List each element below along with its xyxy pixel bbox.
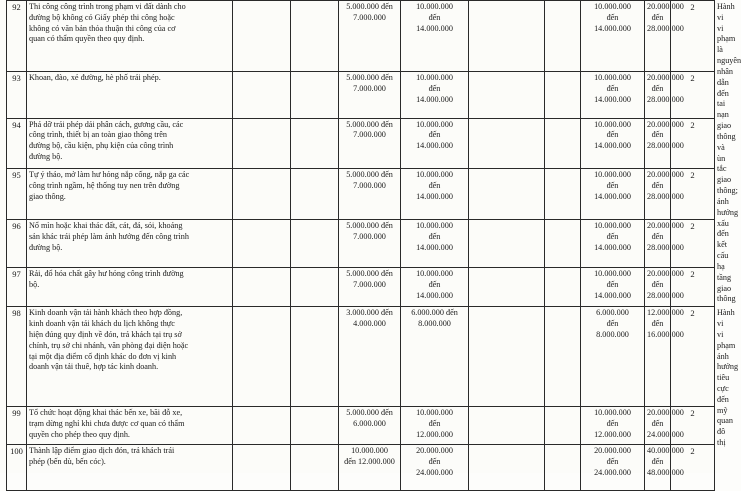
cell-line: đến [428,130,441,140]
fine-organization [401,445,469,491]
cell-line: 10.000.000 [594,269,631,279]
fine-organization-city [645,169,684,220]
cell-line: 7.000.000 [353,12,386,22]
fine-organization-city [645,307,684,407]
empty-cell [291,1,339,72]
cell-line: đến [651,83,664,93]
fine-organization [401,407,469,445]
fine-individual [339,72,401,118]
cell-line: đường bộ, cầu kiện, phụ kiện của công trình [29,141,174,151]
cell-line: tại một địa điểm cố định khác do đơn vị kinh [29,351,177,361]
fine-individual [339,307,401,407]
empty-cell [545,169,581,220]
cell-line: đến [606,231,619,241]
cell-line: 12.000.000 [594,429,631,439]
empty-cell [233,1,291,72]
cell-line: 5.000.000 đến [346,269,393,279]
table-row [7,268,715,307]
cell-line: 10.000.000 [594,119,631,129]
violation-description [27,118,233,169]
cell-line: 14.000.000 [416,291,453,301]
empty-cell [545,72,581,118]
cell-line: đường bộ. [29,242,63,252]
cell-line: quyền cho phép theo quy định. [29,429,130,439]
fine-organization-city [645,72,684,118]
cell-line: 24.000.000 [416,467,453,477]
cell-line: 28.000.000 [647,94,684,104]
cell-line: 20.000.000 [647,269,684,279]
cell-line: đến [651,130,664,140]
table-row [7,407,715,445]
cell-line: kinh doanh vận tải khách du lịch không thực [29,319,175,329]
fine-organization [401,72,469,118]
violation-description [27,219,233,268]
cell-line: 10.000.000 [594,408,631,418]
cell-line: 12.000.000 [647,308,684,318]
cell-line: Nổ mìn hoặc khai thác đất, cát, đá, sỏi, khoáng [29,220,183,230]
cell-line: 10.000.000 [594,2,631,11]
cell-line: đến [428,83,441,93]
empty-cell [469,307,545,407]
fine-organization [401,268,469,307]
cell-line: doanh vận tải thuê, hợp tác kinh doanh. [29,362,159,372]
cell-line: quan có thẩm quyền theo quy định. [29,34,145,44]
empty-cell [233,118,291,169]
empty-cell [291,268,339,307]
empty-cell [291,118,339,169]
fine-individual [339,1,401,72]
multiplier: 2 [671,219,715,268]
empty-cell [291,169,339,220]
cell-line: 14.000.000 [594,94,631,104]
cell-line: 14.000.000 [416,23,453,33]
row-number: 100 [7,445,27,491]
fine-individual-city [581,307,645,407]
cell-line: đến [651,181,664,191]
multiplier: 2 [671,169,715,220]
cell-line: đến [606,83,619,93]
table-row [7,169,715,220]
cell-line: 12.000.000 [416,429,453,439]
multiplier: 2 [671,118,715,169]
multiplier: 2 [671,307,715,407]
cell-line: 6.000.000 đến [411,308,458,318]
cell-line: bộ. [29,280,40,290]
fine-individual-city [581,118,645,169]
cell-line: 7.000.000 [353,130,386,140]
cell-line: đến [606,130,619,140]
empty-cell [469,169,545,220]
empty-cell [545,407,581,445]
cell-line: đến [428,231,441,241]
cell-line: 10.000.000 [416,170,453,180]
cell-line: đến [651,12,664,22]
cell-line: 4.000.000 [353,319,386,329]
cell-line: 10.000.000 [351,446,388,456]
cell-line: chính, trụ sở chi nhánh, văn phòng đại diện hoặc [29,340,189,350]
cell-line: 20.000.000 [594,446,631,456]
cell-line: 10.000.000 [594,73,631,83]
cell-line: đến [428,12,441,22]
fine-individual [339,407,401,445]
cell-line: đến [428,280,441,290]
cell-line: sản khác trái phép làm ảnh hưởng đến công trình [29,231,189,241]
fine-organization-city [645,219,684,268]
empty-cell [469,118,545,169]
empty-cell [291,407,339,445]
cell-line: 10.000.000 [594,170,631,180]
empty-cell [469,219,545,268]
cell-line: đến [651,231,664,241]
multiplier: 2 [671,1,715,72]
cell-line: đến [651,457,664,467]
table-row: 92 Thi công công trình trong phạm vi đất dành cho đường bộ không có Giấy phép thi công hoặc không có văn bản thỏa thuận thi công của cơ quan có thẩm quyền theo quy định. 5.000.000 đến 7.000.000 10.000.000 đến 14.000.000 10.000.000 đến 14.000.000 20.000.000 đến 28.000.000 2 Hành vi vi phạm là nguyên nhân dẫn đến tai nạn giao thông và ùn tắc giao thông; ảnh hưởng xấu đến kết cấu hạ tầng giao thông [7,1,715,72]
cell-line: 5.000.000 đến [346,73,393,83]
fine-individual-city [581,268,645,307]
violation-description [27,72,233,118]
cell-line: 20.000.000 [647,408,684,418]
row-number: 98 [7,307,27,407]
cell-line: 8.000.000 [418,319,451,329]
cell-line: 14.000.000 [416,141,453,151]
cell-line: đường bộ không có Giấy phép thi công hoặc [29,12,175,22]
cell-line: 10.000.000 [416,2,453,11]
row-number: 95 [7,169,27,220]
cell-line: 5.000.000 đến [346,2,393,11]
empty-cell [233,445,291,491]
cell-line: Phá dỡ trái phép dải phân cách, gương cầu, các [29,119,184,129]
cell-line: 14.000.000 [416,94,453,104]
empty-cell [545,268,581,307]
cell-line: 7.000.000 [353,181,386,191]
cell-line: không có văn bản thỏa thuận thi công của cơ [29,23,176,33]
row-number: 94 [7,118,27,169]
empty-cell [469,1,545,72]
cell-line: công trình ngầm, hệ thống tuy nen trên đường [29,181,180,191]
fine-individual [339,169,401,220]
cell-line: 20.000.000 [647,119,684,129]
cell-line: đến 12.000.000 [344,457,395,467]
cell-line: đến [606,419,619,429]
cell-line: đến [606,12,619,22]
fine-organization [401,1,469,72]
fine-individual-city [581,407,645,445]
cell-line: 28.000.000 [647,291,684,301]
cell-line: 3.000.000 đến [346,308,393,318]
empty-cell [291,219,339,268]
fine-individual-city [581,72,645,118]
fine-individual-city [581,219,645,268]
cell-line: 40.000.000 [647,446,684,456]
cell-line: Tự ý tháo, mở làm hư hỏng nắp cống, nắp ga các [29,170,190,180]
row-number: 99 [7,407,27,445]
multiplier: 2 [671,268,715,307]
cell-line: 14.000.000 [594,291,631,301]
cell-line: Kinh doanh vận tải hành khách theo hợp đồng, [29,308,183,318]
cell-line: 10.000.000 [594,220,631,230]
cell-line: đến [651,280,664,290]
cell-line: đến [651,419,664,429]
cell-line: 10.000.000 [416,73,453,83]
empty-cell [545,445,581,491]
empty-cell [233,72,291,118]
violation-description [27,407,233,445]
fine-organization-city [645,445,684,491]
empty-cell [545,219,581,268]
cell-line: Khoan, đào, xẻ đường, hè phố trái phép. [29,73,161,83]
cell-line: đến [428,181,441,191]
empty-cell [233,268,291,307]
empty-cell [545,118,581,169]
cell-line: 10.000.000 [416,220,453,230]
cell-line: đến [606,319,619,329]
cell-line: 7.000.000 [353,83,386,93]
fine-individual-city [581,1,645,72]
cell-line: 14.000.000 [594,141,631,151]
row-number: 97 [7,268,27,307]
empty-cell [545,307,581,407]
cell-line: Rải, đổ hóa chất gây hư hỏng công trình đường [29,269,184,279]
multiplier: 2 [671,445,715,491]
violation-description [27,307,233,407]
violation-description [27,1,233,72]
cell-line: 20.000.000 [647,220,684,230]
cell-line: 5.000.000 đến [346,119,393,129]
cell-line: 20.000.000 [416,446,453,456]
cell-line: đến [428,457,441,467]
cell-line: 14.000.000 [416,242,453,252]
cell-line: 10.000.000 [416,119,453,129]
table-row: 98 Kinh doanh vận tải hành khách theo hợp đồng, kinh doanh vận tải khách du lịch không thực hiện đúng quy định về đón, trả khách tại trụ sở chính, trụ sở chi nhánh, văn phòng đại diện hoặc tại một địa điểm cố định khác do đơn vị kinh doanh vận tải thuê, hợp tác kinh doanh. 3.000.000 đến 4.000.000 6.000.000 đến 8.000.000 6.000.000 đến 8.000.000 12.000.000 đến 16.000.000 2 Hành vi vi phạm ảnh hưởng tiêu cực đến mỹ quan đô thị [7,307,715,407]
table-row [7,72,715,118]
cell-line: 16.000.000 [647,329,684,339]
fine-organization-city [645,1,684,72]
cell-line: 7.000.000 [353,280,386,290]
cell-line: 6.000.000 [596,308,629,318]
cell-line: Thành lập điểm giao dịch đón, trả khách trái [29,446,175,456]
cell-line: 48.000.000 [647,467,684,477]
cell-line: 14.000.000 [594,23,631,33]
table-row [7,118,715,169]
fine-organization [401,118,469,169]
cell-line: hiện đúng quy định về đón, trả khách tại trụ sở [29,329,182,339]
row-number: 96 [7,219,27,268]
cell-line: 6.000.000 [353,419,386,429]
fine-individual [339,118,401,169]
empty-cell [291,445,339,491]
cell-line: 14.000.000 [594,242,631,252]
fine-organization [401,219,469,268]
cell-line: 5.000.000 đến [346,170,393,180]
cell-line: 28.000.000 [647,141,684,151]
empty-cell [545,1,581,72]
fine-individual [339,268,401,307]
cell-line: 28.000.000 [647,242,684,252]
table-row [7,219,715,268]
violation-description [27,169,233,220]
penalty-table [6,0,741,491]
cell-line: 20.000.000 [647,2,684,11]
multiplier: 2 [671,72,715,118]
cell-line: 24.000.000 [594,467,631,477]
fine-individual-city [581,169,645,220]
fine-organization-city [645,407,684,445]
fine-organization [401,169,469,220]
violation-description [27,268,233,307]
fine-individual [339,219,401,268]
cell-line: 10.000.000 [416,408,453,418]
cell-line: công trình, thiết bị an toàn giao thông trên [29,130,168,140]
cell-line: Thi công công trình trong phạm vi đất dành cho [29,2,186,11]
cell-line: 7.000.000 [353,231,386,241]
cell-line: phép (bến dù, bến cóc). [29,457,106,467]
cell-line: 28.000.000 [647,191,684,201]
empty-cell [469,445,545,491]
fine-individual [339,445,401,491]
cell-line: 8.000.000 [596,329,629,339]
empty-cell [291,72,339,118]
cell-line: đến [606,181,619,191]
cell-line: 28.000.000 [647,23,684,33]
cell-line: trạm dừng nghỉ khi chưa được cơ quan có thẩm [29,419,185,429]
cell-line: 24.000.000 [647,429,684,439]
cell-line: đến [651,319,664,329]
empty-cell [233,219,291,268]
cell-line: đến [428,419,441,429]
empty-cell [469,268,545,307]
empty-cell [233,169,291,220]
empty-cell [233,407,291,445]
cell-line: giao thông. [29,191,66,201]
cell-line: 5.000.000 đến [346,408,393,418]
cell-line: 5.000.000 đến [346,220,393,230]
fine-organization [401,307,469,407]
violation-description [27,445,233,491]
cell-line: Tổ chức hoạt động khai thác bến xe, bãi đỗ xe, [29,408,183,418]
cell-line: đến [606,457,619,467]
fine-organization-city [645,268,684,307]
cell-line: 20.000.000 [647,73,684,83]
fine-organization-city [645,118,684,169]
multiplier: 2 [671,407,715,445]
fine-individual-city [581,445,645,491]
cell-line: 14.000.000 [416,191,453,201]
empty-cell [469,407,545,445]
cell-line: 14.000.000 [594,191,631,201]
cell-line: đến [606,280,619,290]
cell-line: 20.000.000 [647,170,684,180]
row-number: 92 [7,1,27,72]
empty-cell [233,307,291,407]
table-body [7,1,741,491]
empty-cell [291,307,339,407]
row-number: 93 [7,72,27,118]
cell-line: 10.000.000 [416,269,453,279]
empty-cell [469,72,545,118]
cell-line: đường bộ. [29,152,63,161]
table-row [7,445,715,491]
